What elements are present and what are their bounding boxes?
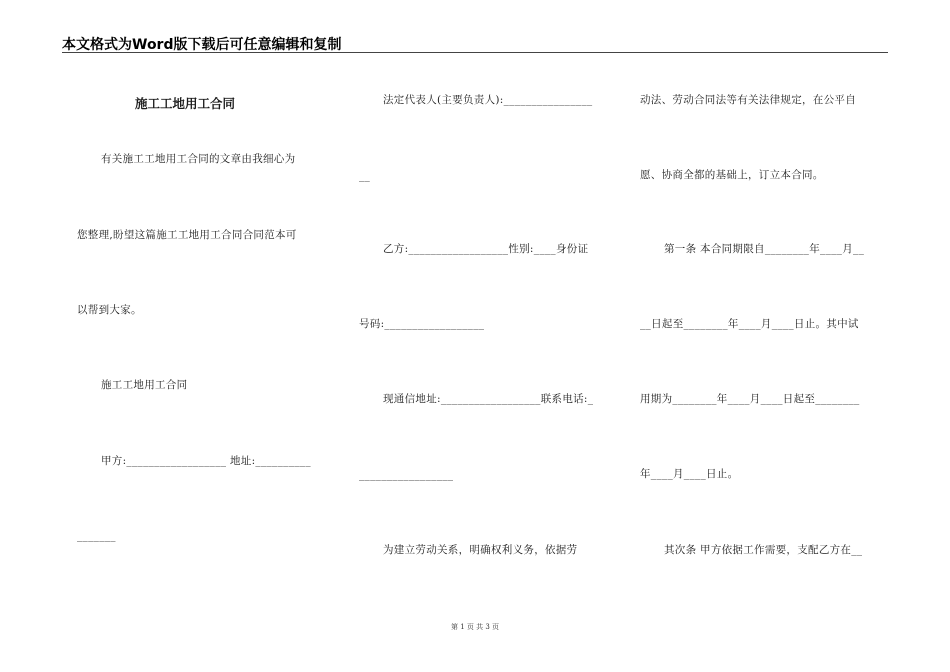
text-line: 愿、协商全都的基础上，订立本合同。: [640, 169, 824, 181]
text-line: 法定代表人(主要负责人):________________: [383, 94, 593, 106]
text-line: 有关施工工地用工合同的文章由我细心为: [101, 153, 296, 165]
text-line: 施工工地用工合同: [101, 379, 188, 391]
text-line: 以帮到大家。: [77, 304, 142, 316]
text-line: 第一条 本合同期限自________年____月__: [664, 243, 865, 255]
text-line: _______: [77, 530, 116, 542]
text-line: 年____月____日止。: [640, 468, 739, 480]
text-line: 您整理,盼望这篇施工工地用工合同合同范本可: [77, 229, 297, 241]
text-line: 为建立劳动关系，明确权利义务，依据劳: [383, 544, 578, 556]
text-line: 号码:__________________: [359, 318, 485, 330]
text-line: 乙方:__________________性别:____身份证: [383, 243, 589, 255]
text-line: 其次条 甲方依据工作需要，支配乙方在__: [664, 544, 863, 556]
document-title: 施工工地用工合同: [135, 96, 236, 111]
text-line: 现通信地址:__________________联系电话:_: [383, 393, 594, 405]
text-line: 用期为________年____月____日起至________: [640, 393, 860, 405]
page-number: 第 1 页 共 3 页: [450, 623, 500, 631]
text-line: __日起至________年____月____日止。其中试: [640, 318, 859, 330]
text-line: 甲方:__________________ 地址:__________: [101, 455, 311, 467]
header-text: 本文格式为Word版下载后可任意编辑和复制: [62, 37, 342, 53]
text-line: __: [359, 170, 371, 182]
text-line: _________________: [359, 469, 454, 481]
text-line: 动法、劳动合同法等有关法律规定，在公平自: [640, 94, 856, 106]
